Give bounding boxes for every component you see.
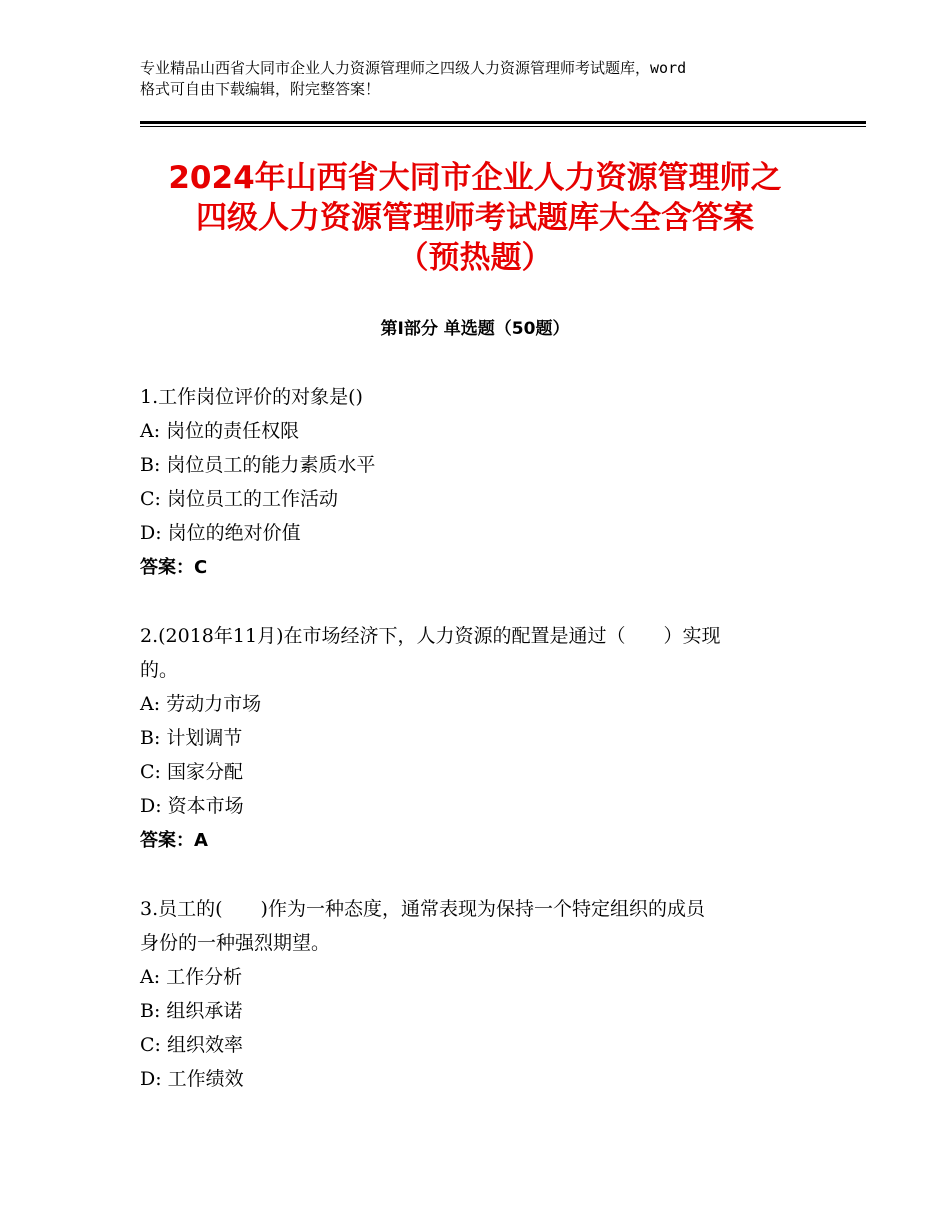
option-c: C: 组织效率 [140,1034,243,1056]
question-stem: 3.员工的( )作为一种态度，通常表现为保持一个特定组织的成员 [140,898,705,920]
option-b: B: 计划调节 [140,727,243,749]
option-a: A: 劳动力市场 [140,693,262,715]
option-a: A: 工作分析 [140,966,243,988]
option-b: B: 岗位员工的能力素质水平 [140,454,376,476]
option-c: C: 国家分配 [140,761,243,783]
header-divider-thick [140,121,866,124]
option-d: D: 岗位的绝对价值 [140,522,301,544]
header-note-line-1: 专业精品山西省大同市企业人力资源管理师之四级人力资源管理师考试题库，word [140,59,687,77]
title-line-2: 四级人力资源管理师考试题库大全含答案 [196,200,754,236]
answer: 答案：A [140,830,208,851]
option-c: C: 岗位员工的工作活动 [140,488,338,510]
option-a: A: 岗位的责任权限 [140,420,300,442]
answer: 答案：C [140,557,208,578]
option-d: D: 工作绩效 [140,1068,244,1090]
header-note-line-2: 格式可自由下载编辑，附完整答案！ [140,80,381,98]
option-d: D: 资本市场 [140,795,244,817]
header-note [140,58,820,100]
header-divider-thin [140,126,866,127]
question-stem: 2.(2018年11月)在市场经济下，人力资源的配置是通过（ ）实现 [140,625,721,647]
question-stem-cont: 的。 [140,659,179,681]
title-line-3: （预热题） [397,240,553,276]
section-heading: 第Ⅰ部分 单选题（50题） [380,319,570,339]
question-stem: 1.工作岗位评价的对象是() [140,386,363,408]
question-stem-cont: 身份的一种强烈期望。 [140,932,331,954]
option-b: B: 组织承诺 [140,1000,243,1022]
title-line-1: 2024年山西省大同市企业人力资源管理师之 [168,160,782,196]
document-title [140,158,810,278]
